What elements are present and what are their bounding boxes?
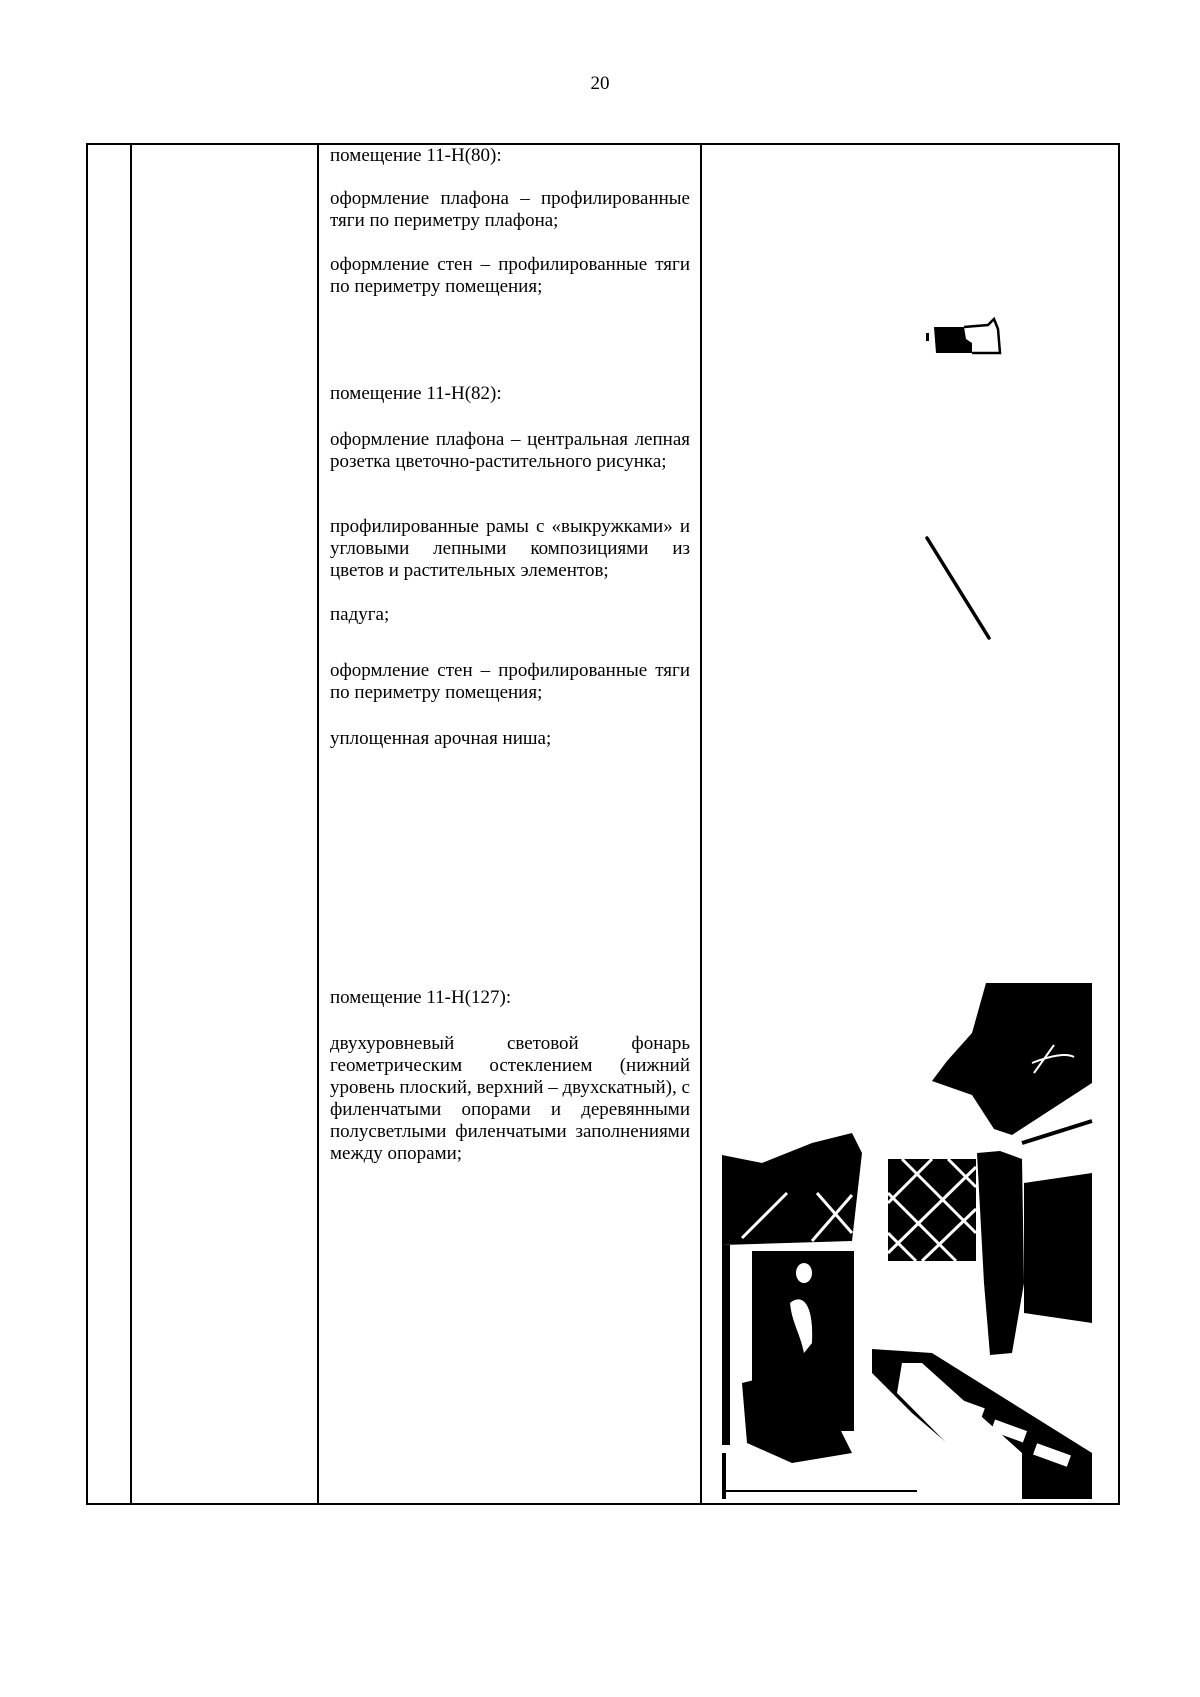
section-item: двухуровневый световой фонарь геометрическим остеклением (нижний уровень плоский, верхний – двухскатный), с филенчатыми опорами и деревянными полусветлыми филенчатыми заполнениями между опорами; (330, 1033, 690, 1164)
section-heading: помещение 11-Н(127): (330, 987, 512, 1008)
section-item: оформление плафона – центральная лепная розетка цветочно-растительного рисунка; (330, 429, 690, 472)
section-item: профилированные рамы с «выкружками» и угловыми лепными композициями из цветов и растительных элементов; (330, 516, 690, 581)
section-item: оформление стен – профилированные тяги по периметру помещения; (330, 660, 690, 703)
section-item: оформление стен – профилированные тяги по периметру помещения; (330, 254, 690, 297)
photo-fragment-line (924, 535, 994, 645)
section-item: уплощенная арочная ниша; (330, 728, 552, 749)
column-divider-3 (700, 145, 702, 1503)
skylight-interior-photo (722, 983, 1098, 1499)
photo-fragment (922, 315, 1002, 365)
section-heading: помещение 11-Н(80): (330, 145, 502, 166)
column-divider-1 (130, 145, 132, 1503)
section-heading: помещение 11-Н(82): (330, 383, 502, 404)
section-item: оформление плафона – профилированные тяги по периметру плафона; (330, 188, 690, 231)
document-table (86, 143, 1120, 1505)
page-number: 20 (590, 73, 610, 94)
section-item: падуга; (330, 604, 390, 625)
description-column (319, 145, 700, 1503)
